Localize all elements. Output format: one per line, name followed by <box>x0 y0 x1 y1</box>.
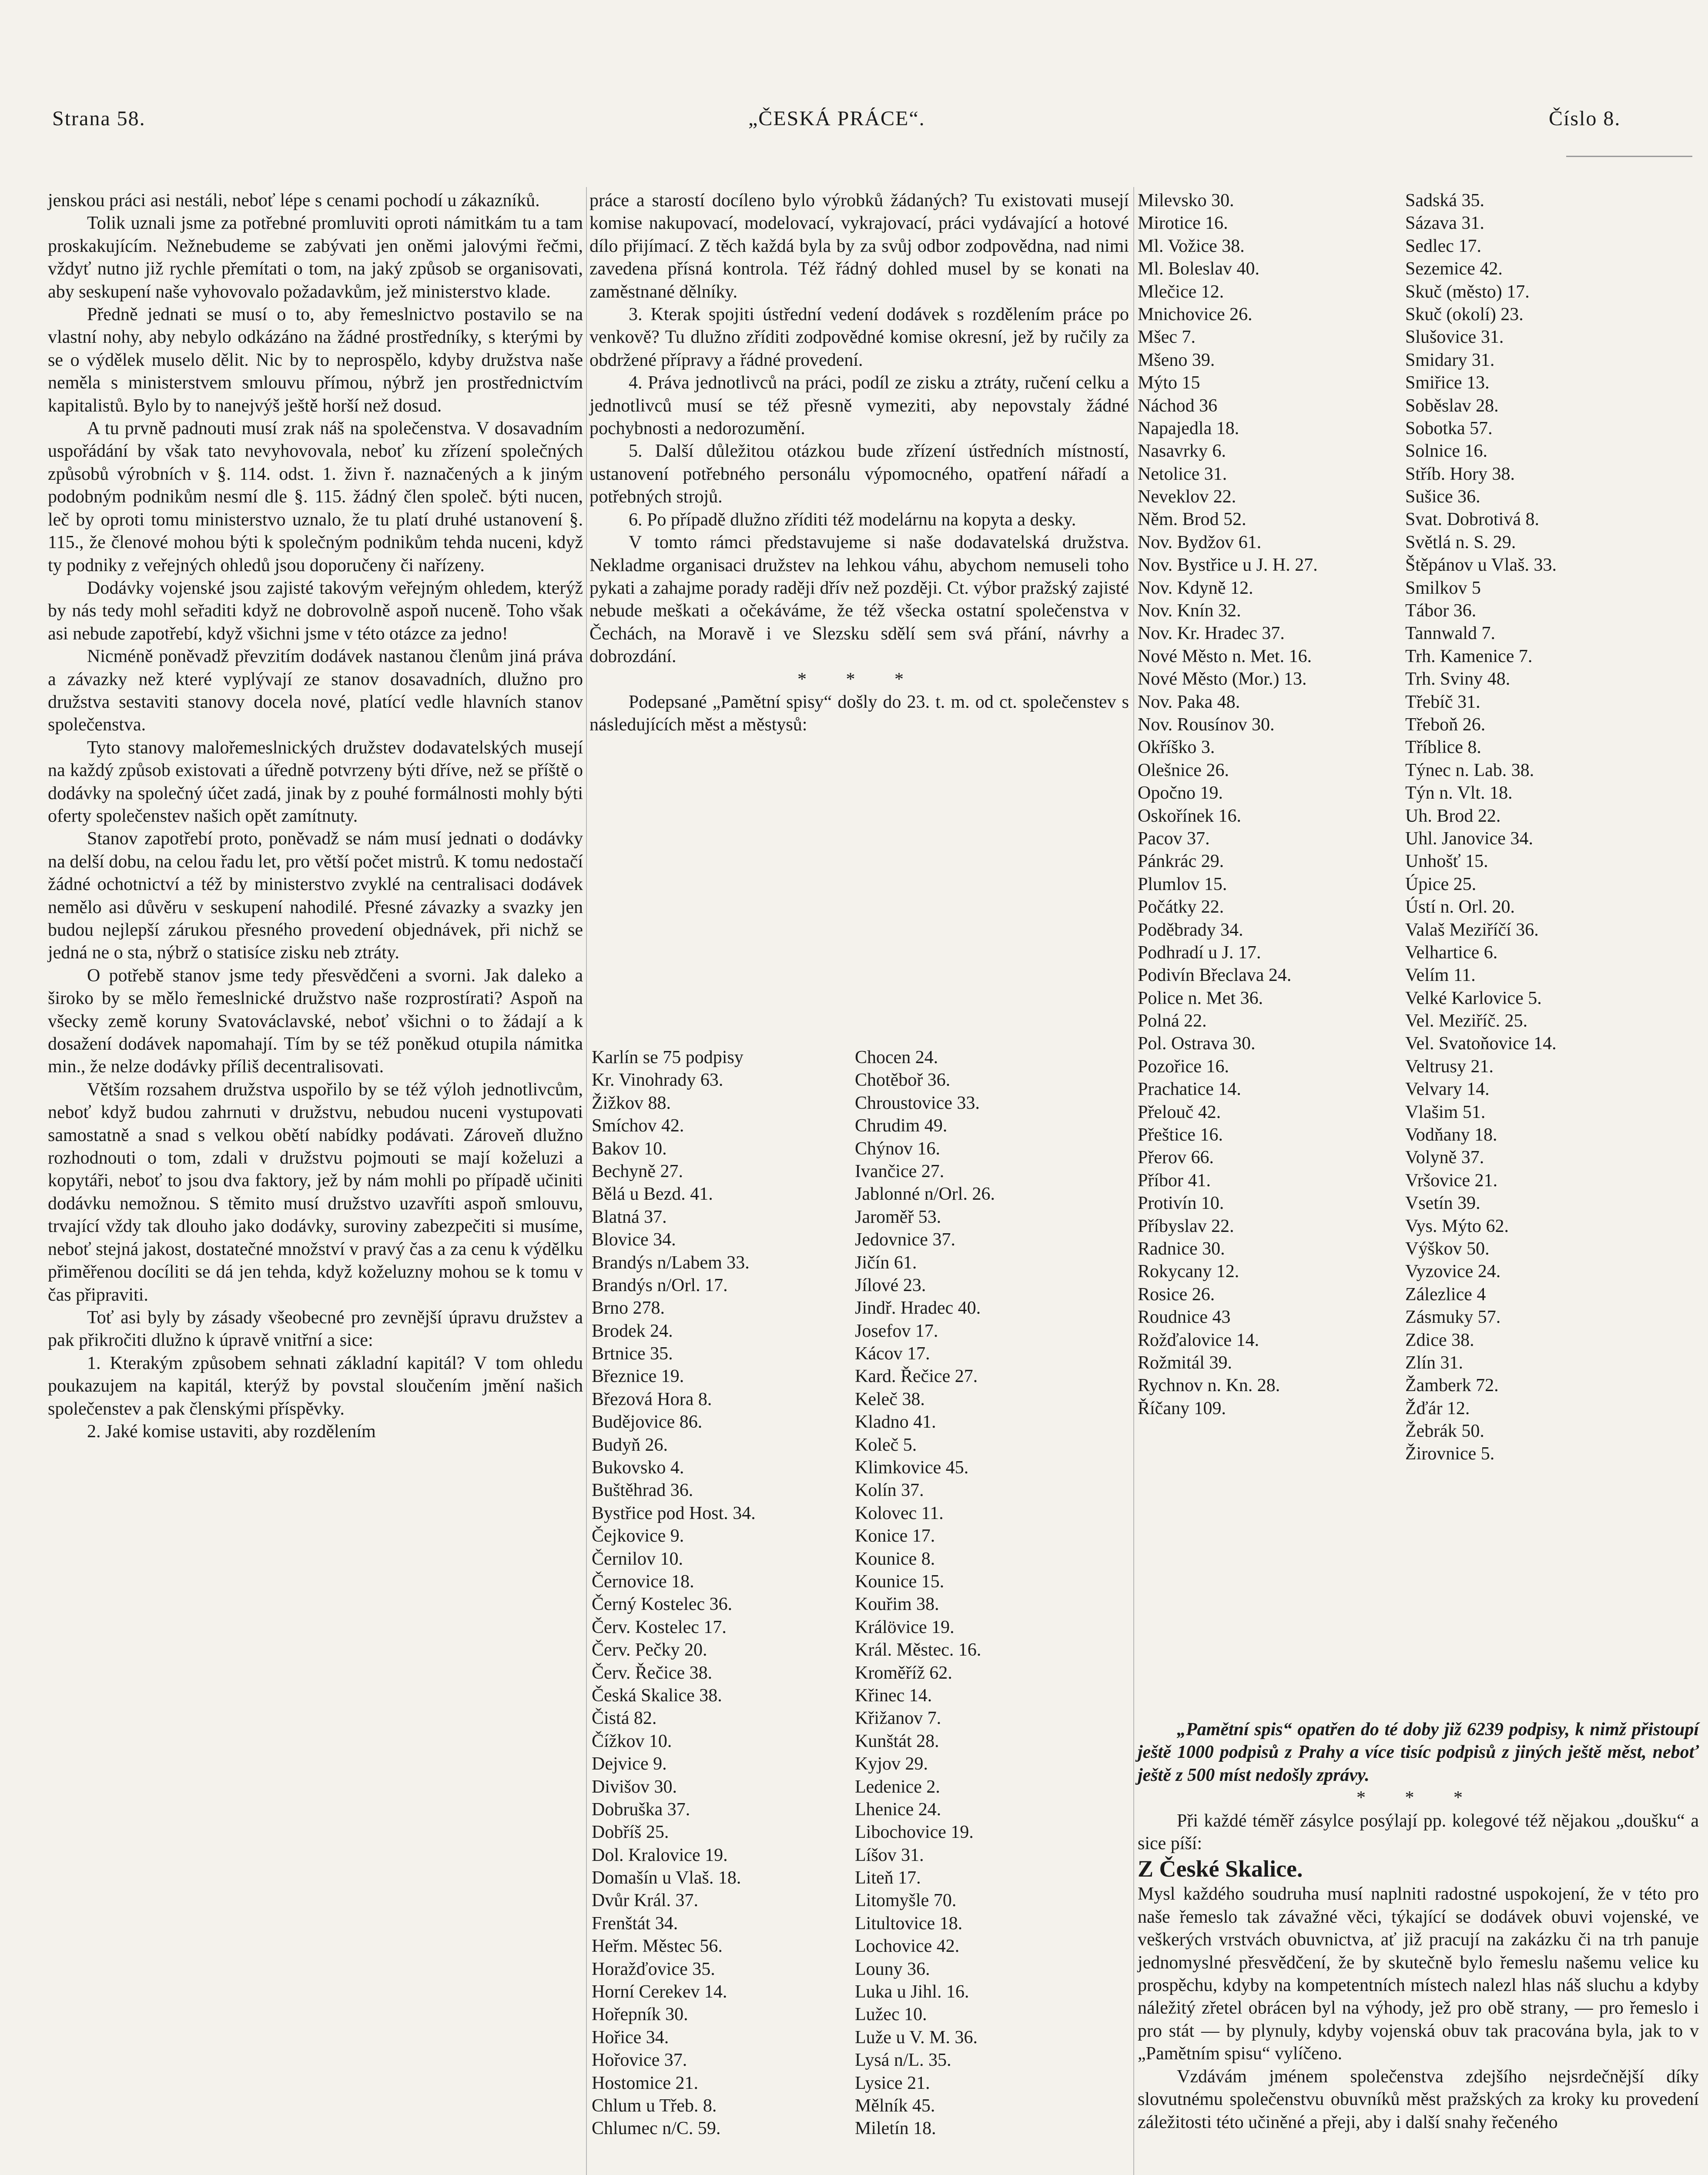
town-entry: Vyzovice 24. <box>1405 1262 1501 1282</box>
town-entry: Bělá u Bezd. 41. <box>592 1184 713 1205</box>
town-entry: Nov. Kr. Hradec 37. <box>1138 623 1285 644</box>
town-entry: Nov. Bystřice u J. H. 27. <box>1138 555 1318 576</box>
town-entry: Jičín 61. <box>855 1252 917 1273</box>
town-entry: Velhartice 6. <box>1405 942 1498 963</box>
paragraph: Předně jednati se musí o to, aby řemeslnictvo postavilo se na vlastní nohy, aby nebylo odkázáno na žádné prostředníky, s kterými by se o výdělek muselo dělit. Nic by to neprospělo, kdyby družstva naše neměla s ministerstvem smlouvu přímou, nýbrž jen prostřednictvím kapitalistů. Bylo by to nanejvýš ještě horší než dosud. <box>48 304 583 416</box>
town-entry: Rychnov n. Kn. 28. <box>1138 1375 1280 1396</box>
town-entry: Uh. Brod 22. <box>1405 806 1501 826</box>
town-entry: Kard. Řečice 27. <box>855 1366 978 1387</box>
town-entry: Dejvice 9. <box>592 1754 667 1774</box>
town-entry: Žižkov 88. <box>592 1093 671 1113</box>
town-entry: Prachatice 14. <box>1138 1079 1241 1100</box>
town-entry: Unhošť 15. <box>1405 851 1488 872</box>
town-entry: Zásmuky 57. <box>1405 1307 1501 1328</box>
town-entry: Brandýs n/Labem 33. <box>592 1252 750 1273</box>
town-entry: Rožďalovice 14. <box>1138 1330 1259 1350</box>
town-entry: Líšov 31. <box>855 1845 924 1865</box>
town-entry: Mělník 45. <box>855 2095 935 2116</box>
town-entry: Žamberk 72. <box>1405 1375 1499 1396</box>
town-entry: Hořice 34. <box>592 2027 669 2048</box>
town-entry: Mlečice 12. <box>1138 281 1224 302</box>
town-entry: Plumlov 15. <box>1138 874 1227 894</box>
paragraph: Vzdávám jménem společenstva zdejšího nejsrdečnější díky slovutnému společenstvu obuvníků měst pražských za kroky ku provedení záležitosti této učiněné a přeji, aby i další snahy řečeného <box>1138 2066 1699 2132</box>
town-entry: Hostomice 21. <box>592 2073 698 2093</box>
town-entry: Králövice 19. <box>855 1617 954 1637</box>
paragraph: Při každé téměř zásylce posýlají pp. kolegové též nějakou „doušku“ a sice píší: <box>1138 1810 1699 1854</box>
town-entry: Uhl. Janovice 34. <box>1405 828 1533 849</box>
town-entry: Rokycany 12. <box>1138 1262 1239 1282</box>
town-entry: Třebíč 31. <box>1405 692 1480 712</box>
town-entry: Sobotka 57. <box>1405 418 1493 438</box>
town-entry: Štěpánov u Vlaš. 33. <box>1405 555 1557 576</box>
town-entry: Rosice 26. <box>1138 1284 1215 1305</box>
town-entry: Stříb. Hory 38. <box>1405 464 1515 484</box>
town-entry: Domašín u Vlaš. 18. <box>592 1868 741 1888</box>
town-entry: Okříško 3. <box>1138 737 1215 758</box>
town-entry: Bystřice pod Host. 34. <box>592 1503 756 1523</box>
header-rule <box>1566 156 1692 157</box>
paragraph: * * * <box>1356 1788 1480 1808</box>
town-entry: Slušovice 31. <box>1405 327 1504 348</box>
paragraph: Nicméně poněvadž převzitím dodávek nastanou členům jiná práva a závazky než které vyplývají ze stanov dosavadních, dlužno pro družstva sestaviti stanovy docela nové, platící vedle hlavních stanov společenstva. <box>48 646 583 735</box>
town-entry: Brandýs n/Orl. 17. <box>592 1275 728 1295</box>
town-entry: Vršovice 21. <box>1405 1170 1498 1191</box>
town-entry: Blovice 34. <box>592 1230 676 1250</box>
article-column-2 <box>589 189 1129 736</box>
signature-list-b <box>855 1046 1133 2140</box>
town-entry: Sedlec 17. <box>1405 236 1481 256</box>
town-entry: Podhradí u J. 17. <box>1138 942 1261 963</box>
paragraph: Stanov zapotřebí proto, poněvadž se nám musí jednati o dodávky na delší dobu, na celou řadu let, pro větší počet mistrů. K tomu nedostačí žádné ochotnictví a též by ministerstvo zvyklé na centralisaci dodávek nemělo asi důvěru v seskupení nahodilé. Přesné závazky a svazky jen budou nejlepší zárukou přesného provedení objednávek, při nichž se jedná ne o sta, nýbrž o statisíce zisku neb ztráty. <box>48 829 583 963</box>
town-entry: Pol. Ostrava 30. <box>1138 1034 1256 1054</box>
paragraph: 5. Další důležitou otázkou bude zřízení ústředních místností, ustanovení potřebného personálu výpomocného, opatření nářadí a potřebných strojů. <box>589 441 1129 507</box>
town-entry: Smiřice 13. <box>1405 373 1490 393</box>
town-entry: Valaš Meziříčí 36. <box>1405 920 1539 940</box>
town-entry: Blatná 37. <box>592 1207 667 1227</box>
column-divider <box>1133 187 1134 2175</box>
town-entry: Poděbrady 34. <box>1138 920 1243 940</box>
town-entry: Čejkovice 9. <box>592 1526 684 1546</box>
paragraph: Mysl každého soudruha musí naplniti radostné uspokojení, že v této pro naše řemeslo tak závažné věci, týkající se dodávek obuvi vojenské, ve veškerých vrstvách obuvnictva, ať již pracují na zakázku či na trh panuje jednomyslné přesvědčení, že by skutečně bylo řemeslu našemu velice ku prospěchu, kdyby na kompetentních místech nalezl hlas náš sluchu a kdyby náležitý zřetel obrácen byl na výhody, jež pro obě strany, — pro řemeslo i pro stát — by plynuly, kdyby vojenská obuv tak pracována byla, jak to v „Pamětním spisu“ vylíčeno. <box>1138 1884 1699 2064</box>
paragraph: * * * <box>797 669 921 689</box>
town-entry: Frenštát 34. <box>592 1913 678 1934</box>
paragraph: 2. Jaké komise ustaviti, aby rozdělením <box>87 1421 376 1442</box>
town-entry: Solnice 16. <box>1405 441 1487 462</box>
town-entry: Napajedla 18. <box>1138 418 1239 438</box>
paragraph: Větším rozsahem družstva uspořilo by se též výloh jednotlivcům, neboť když budou zahrnuti v družstvu, nebudou nuceni vystupovati samostatně a snad s velkou obětí nabídky podávati. Zároveň dlužno rozhodnouti o tom, zdali v družstvu pojmouti se mají koželuzi a kopytáři, neboť to jsou dva faktory, jež by nám mohli po případě učiniti dodávku nemožnou. S těmito musí družstvo uzavříti aspoň smlouvu, trvající vždy tak dlouho jako dodávky, suroviny zabezpečiti si musíme, neboť stejná jakost, dostatečné množství v pravý čas a za cenu k výdělku přiměřenou docíliti se dá jen tehda, když koželuzny mohou se k tomu v čas připraviti. <box>48 1079 583 1305</box>
paragraph: 4. Práva jednotlivců na práci, podíl ze zisku a ztráty, ručení celku a jednotlivců musí se též přesně vymeziti, aby nepovstaly žádné pochybnosti a nedorozumění. <box>589 373 1129 439</box>
town-entry: Vel. Svatoňovice 14. <box>1405 1034 1557 1054</box>
town-entry: Kounice 8. <box>855 1549 935 1569</box>
town-entry: Horní Cerekev 14. <box>592 1982 727 2002</box>
town-entry: Čížkov 10. <box>592 1731 672 1751</box>
town-entry: Buštěhrad 36. <box>592 1480 693 1501</box>
town-entry: Kr. Vinohrady 63. <box>592 1070 723 1091</box>
paragraph: Podepsané „Pamětní spisy“ došly do 23. t. m. od ct. společenstev s následujících měst a městysů: <box>589 692 1129 735</box>
town-entry: Tannwald 7. <box>1405 623 1496 644</box>
town-entry: Dobruška 37. <box>592 1799 690 1820</box>
column-divider <box>586 187 587 2175</box>
town-entry: Skuč (město) 17. <box>1405 281 1530 302</box>
town-entry: Přeštice 16. <box>1138 1125 1223 1145</box>
signature-list-a <box>592 1046 848 2140</box>
town-entry: Nové Město (Mor.) 13. <box>1138 669 1307 689</box>
town-entry: Tříblice 8. <box>1405 737 1481 758</box>
town-entry: Přelouč 42. <box>1138 1102 1221 1122</box>
town-entry: Nov. Rousínov 30. <box>1138 714 1275 735</box>
town-entry: Miletín 18. <box>855 2118 936 2139</box>
town-entry: Nov. Bydžov 61. <box>1138 532 1262 552</box>
town-entry: Libochovice 19. <box>855 1822 974 1843</box>
paragraph: 3. Kterak spojiti ústřední vedení dodávek s rozdělením práce po venkově? Tu dlužno zříditi zodpovědné komise okresní, jež by ručily za obdržené přípravy a řádné provedení. <box>589 304 1129 370</box>
town-entry: Podivín Břeclava 24. <box>1138 965 1292 986</box>
town-entry: Horažďovice 35. <box>592 1959 715 1979</box>
town-entry: Brno 278. <box>592 1298 665 1318</box>
town-entry: Sázava 31. <box>1405 213 1484 234</box>
town-entry: Velké Karlovice 5. <box>1405 988 1542 1008</box>
town-entry: Ústí n. Orl. 20. <box>1405 897 1515 917</box>
town-entry: Zlín 31. <box>1405 1352 1463 1373</box>
town-entry: Říčany 109. <box>1138 1398 1226 1419</box>
town-entry: Červ. Kostelec 17. <box>592 1617 727 1637</box>
town-entry: Smíchov 42. <box>592 1116 684 1136</box>
town-entry: Karlín se 75 podpisy <box>592 1047 743 1067</box>
town-entry: Kolovec 11. <box>855 1503 944 1523</box>
town-entry: Úpice 25. <box>1405 874 1477 894</box>
town-entry: Červ. Pečky 20. <box>592 1640 707 1660</box>
town-entry: Zdice 38. <box>1405 1330 1474 1350</box>
town-entry: Černilov 10. <box>592 1549 683 1569</box>
town-entry: Tábor 36. <box>1405 601 1477 621</box>
town-entry: Luže u V. M. 36. <box>855 2027 978 2048</box>
town-entry: Něm. Brod 52. <box>1138 509 1246 530</box>
town-entry: Klimkovice 45. <box>855 1458 969 1478</box>
town-entry: Hořovice 37. <box>592 2050 687 2071</box>
town-entry: Liteň 17. <box>855 1868 921 1888</box>
town-entry: Náchod 36 <box>1138 395 1218 416</box>
town-entry: Černovice 18. <box>592 1571 694 1592</box>
town-entry: Radnice 30. <box>1138 1238 1225 1259</box>
town-entry: Volyně 37. <box>1405 1148 1484 1168</box>
town-entry: Chocen 24. <box>855 1047 938 1067</box>
town-entry: Kácov 17. <box>855 1344 930 1364</box>
town-entry: Vodňany 18. <box>1405 1125 1497 1145</box>
town-entry: Chlum u Třeb. 8. <box>592 2095 717 2116</box>
town-entry: Lysá n/L. 35. <box>855 2050 951 2071</box>
town-entry: Lužec 10. <box>855 2004 927 2025</box>
town-entry: Nasavrky 6. <box>1138 441 1226 462</box>
paragraph: 6. Po případě dlužno zříditi též modelárnu na kopyta a desky. <box>629 509 1076 530</box>
town-entry: Vel. Meziříč. 25. <box>1405 1011 1528 1031</box>
town-entry: Veltrusy 21. <box>1405 1056 1494 1077</box>
town-entry: Lysice 21. <box>855 2073 930 2093</box>
town-entry: Smidary 31. <box>1405 350 1495 370</box>
town-entry: Počátky 22. <box>1138 897 1224 917</box>
town-entry: Litomyšle 70. <box>855 1891 957 1911</box>
town-entry: Luka u Jihl. 16. <box>855 1982 969 2002</box>
signature-list-d <box>1405 189 1701 1466</box>
town-entry: Česká Skalice 38. <box>592 1685 722 1706</box>
town-entry: Ml. Boleslav 40. <box>1138 259 1259 279</box>
town-entry: Heřm. Městec 56. <box>592 1936 723 1957</box>
town-entry: Jílové 23. <box>855 1275 926 1295</box>
town-entry: Vys. Mýto 62. <box>1405 1216 1509 1236</box>
town-entry: Brtnice 35. <box>592 1344 673 1364</box>
town-entry: Bakov 10. <box>592 1138 667 1159</box>
paragraph: „Pamětní spis“ opatřen do té doby již 6239 podpisy, k nimž přistoupí ještě 1000 podpisů z Prahy a více tisíc podpisů z jiných ještě měst, neboť ještě z 500 míst nedošly zprávy. <box>1138 1720 1699 1785</box>
town-entry: Chrudim 49. <box>855 1116 948 1136</box>
town-entry: Vsetín 39. <box>1405 1193 1480 1214</box>
town-entry: Svat. Dobrotivá 8. <box>1405 509 1539 530</box>
town-entry: Louny 36. <box>855 1959 930 1979</box>
town-entry: Žirovnice 5. <box>1405 1444 1495 1464</box>
town-entry: Lhenice 24. <box>855 1799 941 1820</box>
town-entry: Zálezlice 4 <box>1405 1284 1486 1305</box>
article-column-1 <box>48 189 583 1443</box>
town-entry: Král. Městec. 16. <box>855 1640 981 1660</box>
town-entry: Konice 17. <box>855 1526 935 1546</box>
town-entry: Žďár 12. <box>1405 1398 1470 1419</box>
town-entry: Ledenice 2. <box>855 1777 940 1797</box>
page-number: Strana 58. <box>52 107 146 130</box>
town-entry: Kounice 15. <box>855 1571 944 1592</box>
town-entry: Dvůr Král. 37. <box>592 1891 698 1911</box>
town-entry: Josefov 17. <box>855 1321 938 1341</box>
paragraph: práce a starostí docíleno bylo výrobků žádaných? Tu existovati musejí komise nakupovací, modelovací, vykrajovací, práci vydávající a hotové dílo přijímací. Z těch každá byla by za svůj odbor zodpovědna, nad nimi zavedena přísná kontrola. Též řádný dohled musel by se konati na zaměstnané dělníky. <box>589 191 1129 302</box>
town-entry: Kladno 41. <box>855 1412 936 1432</box>
town-entry: Vlašim 51. <box>1405 1102 1486 1122</box>
town-entry: Protivín 10. <box>1138 1193 1224 1214</box>
town-entry: Koleč 5. <box>855 1435 917 1455</box>
town-entry: Chroustovice 33. <box>855 1093 980 1113</box>
issue-number: Číslo 8. <box>1549 107 1621 130</box>
paragraph: V tomto rámci představujeme si naše dodavatelská družstva. Nekladme organisaci družstev na lehkou váhu, abychom nemuseli toho pykati a zahajme porady raději dřív než později. Ct. výbor pražský zajisté nebude meškati a očekáváme, že též všecka ostatní společenstva v Čechách, na Moravě i ve Slezsku sdělí sem svá přání, návrhy a dobrozdání. <box>589 532 1129 667</box>
paragraph: Tyto stanovy malořemeslnických družstev dodavatelských musejí na každý způsob existovati a úředně potvrzeny býti dříve, než se příště o dodávky na společný účet zadá, jinak by z pouhé formálnosti mohly býti oferty společenstev našich opět zamítnuty. <box>48 737 583 826</box>
article-column-3-lower <box>1138 1718 1699 2134</box>
town-entry: Olešnice 26. <box>1138 760 1229 780</box>
town-entry: Červ. Řečice 38. <box>592 1663 713 1683</box>
town-entry: Polná 22. <box>1138 1011 1207 1031</box>
paragraph: Tolik uznali jsme za potřebné promluviti oproti námitkám tu a tam proskakujícím. Nežnebudeme se zabývati jen oněmi jalovými řečmi, vždyť nutno již rychle přemítati o tom, na jaký způsob se organisovati, aby seskupení naše vyhovovalo požadavkům, jež ministerstvo klade. <box>48 213 583 302</box>
town-entry: Trh. Kamenice 7. <box>1405 646 1533 666</box>
town-entry: Nov. Knín 32. <box>1138 601 1241 621</box>
town-entry: Milevsko 30. <box>1138 191 1234 211</box>
town-entry: Pacov 37. <box>1138 828 1210 849</box>
town-entry: Kunštát 28. <box>855 1731 939 1751</box>
town-entry: Roudnice 43 <box>1138 1307 1231 1328</box>
town-entry: Police n. Met 36. <box>1138 988 1263 1008</box>
town-entry: Sušice 36. <box>1405 487 1480 507</box>
town-entry: Mšec 7. <box>1138 327 1196 348</box>
town-entry: Lochovice 42. <box>855 1936 960 1957</box>
town-entry: Opočno 19. <box>1138 783 1223 803</box>
town-entry: Trh. Sviny 48. <box>1405 669 1510 689</box>
town-entry: Chlumec n/C. 59. <box>592 2118 721 2139</box>
town-entry: Březová Hora 8. <box>592 1389 712 1409</box>
town-entry: Křižanov 7. <box>855 1708 941 1729</box>
town-entry: Brodek 24. <box>592 1321 673 1341</box>
journal-title: „ČESKÁ PRÁCE“. <box>748 107 925 130</box>
town-entry: Kolín 37. <box>855 1480 924 1501</box>
paragraph: Z České Skalice. <box>1138 1856 1303 1882</box>
town-entry: Keleč 38. <box>855 1389 925 1409</box>
town-entry: Chotěboř 36. <box>855 1070 951 1091</box>
town-entry: Jindř. Hradec 40. <box>855 1298 981 1318</box>
town-entry: Kroměříž 62. <box>855 1663 952 1683</box>
town-entry: Mšeno 39. <box>1138 350 1215 370</box>
town-entry: Bechyně 27. <box>592 1161 683 1181</box>
town-entry: Přerov 66. <box>1138 1148 1214 1168</box>
paragraph: Toť asi byly by zásady všeobecné pro zevnější úpravu družstev a pak přikročiti dlužno k úpravě vnitřní a sice: <box>48 1307 583 1351</box>
town-entry: Jablonné n/Orl. 26. <box>855 1184 995 1205</box>
paragraph: jenskou práci asi nestáli, neboť lépe s cenami pochodí u zákazníků. <box>48 191 540 211</box>
town-entry: Bukovsko 4. <box>592 1458 684 1478</box>
town-entry: Žebrák 50. <box>1405 1421 1484 1442</box>
town-entry: Ml. Vožice 38. <box>1138 236 1245 256</box>
town-entry: Smilkov 5 <box>1405 578 1481 598</box>
town-entry: Oskořínek 16. <box>1138 806 1241 826</box>
town-entry: Čistá 82. <box>592 1708 657 1729</box>
town-entry: Neveklov 22. <box>1138 487 1236 507</box>
town-entry: Výškov 50. <box>1405 1238 1490 1259</box>
town-entry: Soběslav 28. <box>1405 395 1499 416</box>
town-entry: Týnec n. Lab. 38. <box>1405 760 1534 780</box>
town-entry: Nov. Paka 48. <box>1138 692 1240 712</box>
town-entry: Nové Město n. Met. 16. <box>1138 646 1312 666</box>
town-entry: Budyň 26. <box>592 1435 668 1455</box>
town-entry: Netolice 31. <box>1138 464 1227 484</box>
town-entry: Divišov 30. <box>592 1777 677 1797</box>
town-entry: Jedovnice 37. <box>855 1230 955 1250</box>
town-entry: Velím 11. <box>1405 965 1476 986</box>
town-entry: Pozořice 16. <box>1138 1056 1229 1077</box>
town-entry: Litultovice 18. <box>855 1913 963 1934</box>
town-entry: Chýnov 16. <box>855 1138 941 1159</box>
paragraph: A tu prvně padnouti musí zrak náš na společenstva. V dosavadním uspořádání by však tato nevyhovovala, neboť ku zřízení společných způsobů výrobních v §. 114. odst. 1. živn ř. naznačených a k jiným podobným podnikům nesmí dle §. 115. žádný člen společ. býti nucen, leč by oproti tomu ministerstvo uznalo, že tu platí druhé ustanovení §. 115., že členové mohou býti k společným podnikům tehda nuceni, když ty podniky z veřejných ohledů jsou doporučeny či nařízeny. <box>48 418 583 576</box>
town-entry: Třeboň 26. <box>1405 714 1486 735</box>
town-entry: Velvary 14. <box>1405 1079 1490 1100</box>
town-entry: Sadská 35. <box>1405 191 1484 211</box>
paragraph: O potřebě stanov jsme tedy přesvědčeni a svorni. Jak daleko a široko by se mělo řemeslnické družstvo naše rozprostírati? Aspoň na všecky země koruny Svatováclavské, neboť všichni o to žádají a k dosažení dodávek napomahají. Tím by se též poněkud otupila námitka min., že nelze dodávky příliš decentralisovati. <box>48 965 583 1077</box>
paragraph: 1. Kterakým způsobem sehnati základní kapitál? V tom ohledu poukazujem na kapitál, kterýž by povstal sloučením jmění našich společenstev a pak členskými příspěvky. <box>48 1353 583 1419</box>
town-entry: Dobříš 25. <box>592 1822 669 1843</box>
town-entry: Příbyslav 22. <box>1138 1216 1234 1236</box>
town-entry: Mirotice 16. <box>1138 213 1228 234</box>
town-entry: Březnice 19. <box>592 1366 684 1387</box>
town-entry: Světlá n. S. 29. <box>1405 532 1516 552</box>
town-entry: Kouřim 38. <box>855 1594 939 1615</box>
town-entry: Hořepník 30. <box>592 2004 688 2025</box>
town-entry: Kyjov 29. <box>855 1754 928 1774</box>
town-entry: Budějovice 86. <box>592 1412 703 1432</box>
town-entry: Skuč (okolí) 23. <box>1405 304 1524 325</box>
signature-list-c <box>1138 189 1399 1420</box>
town-entry: Dol. Kralovice 19. <box>592 1845 728 1865</box>
town-entry: Ivančice 27. <box>855 1161 944 1181</box>
town-entry: Příbor 41. <box>1138 1170 1211 1191</box>
town-entry: Černý Kostelec 36. <box>592 1594 733 1615</box>
town-entry: Sezemice 42. <box>1405 259 1503 279</box>
town-entry: Pánkrác 29. <box>1138 851 1224 872</box>
town-entry: Mýto 15 <box>1138 373 1200 393</box>
town-entry: Nov. Kdyně 12. <box>1138 578 1253 598</box>
town-entry: Mnichovice 26. <box>1138 304 1253 325</box>
town-entry: Křinec 14. <box>855 1685 932 1706</box>
town-entry: Týn n. Vlt. 18. <box>1405 783 1513 803</box>
paragraph: Dodávky vojenské jsou zajisté takovým veřejným ohledem, kterýž by nás tedy mohl seřaditi když ne dobrovolně aspoň nuceně. Toho však asi nebude zapotřebí, když všichni jsme v této otázce za jedno! <box>48 578 583 644</box>
town-entry: Rožmitál 39. <box>1138 1352 1232 1373</box>
town-entry: Jaroměř 53. <box>855 1207 941 1227</box>
